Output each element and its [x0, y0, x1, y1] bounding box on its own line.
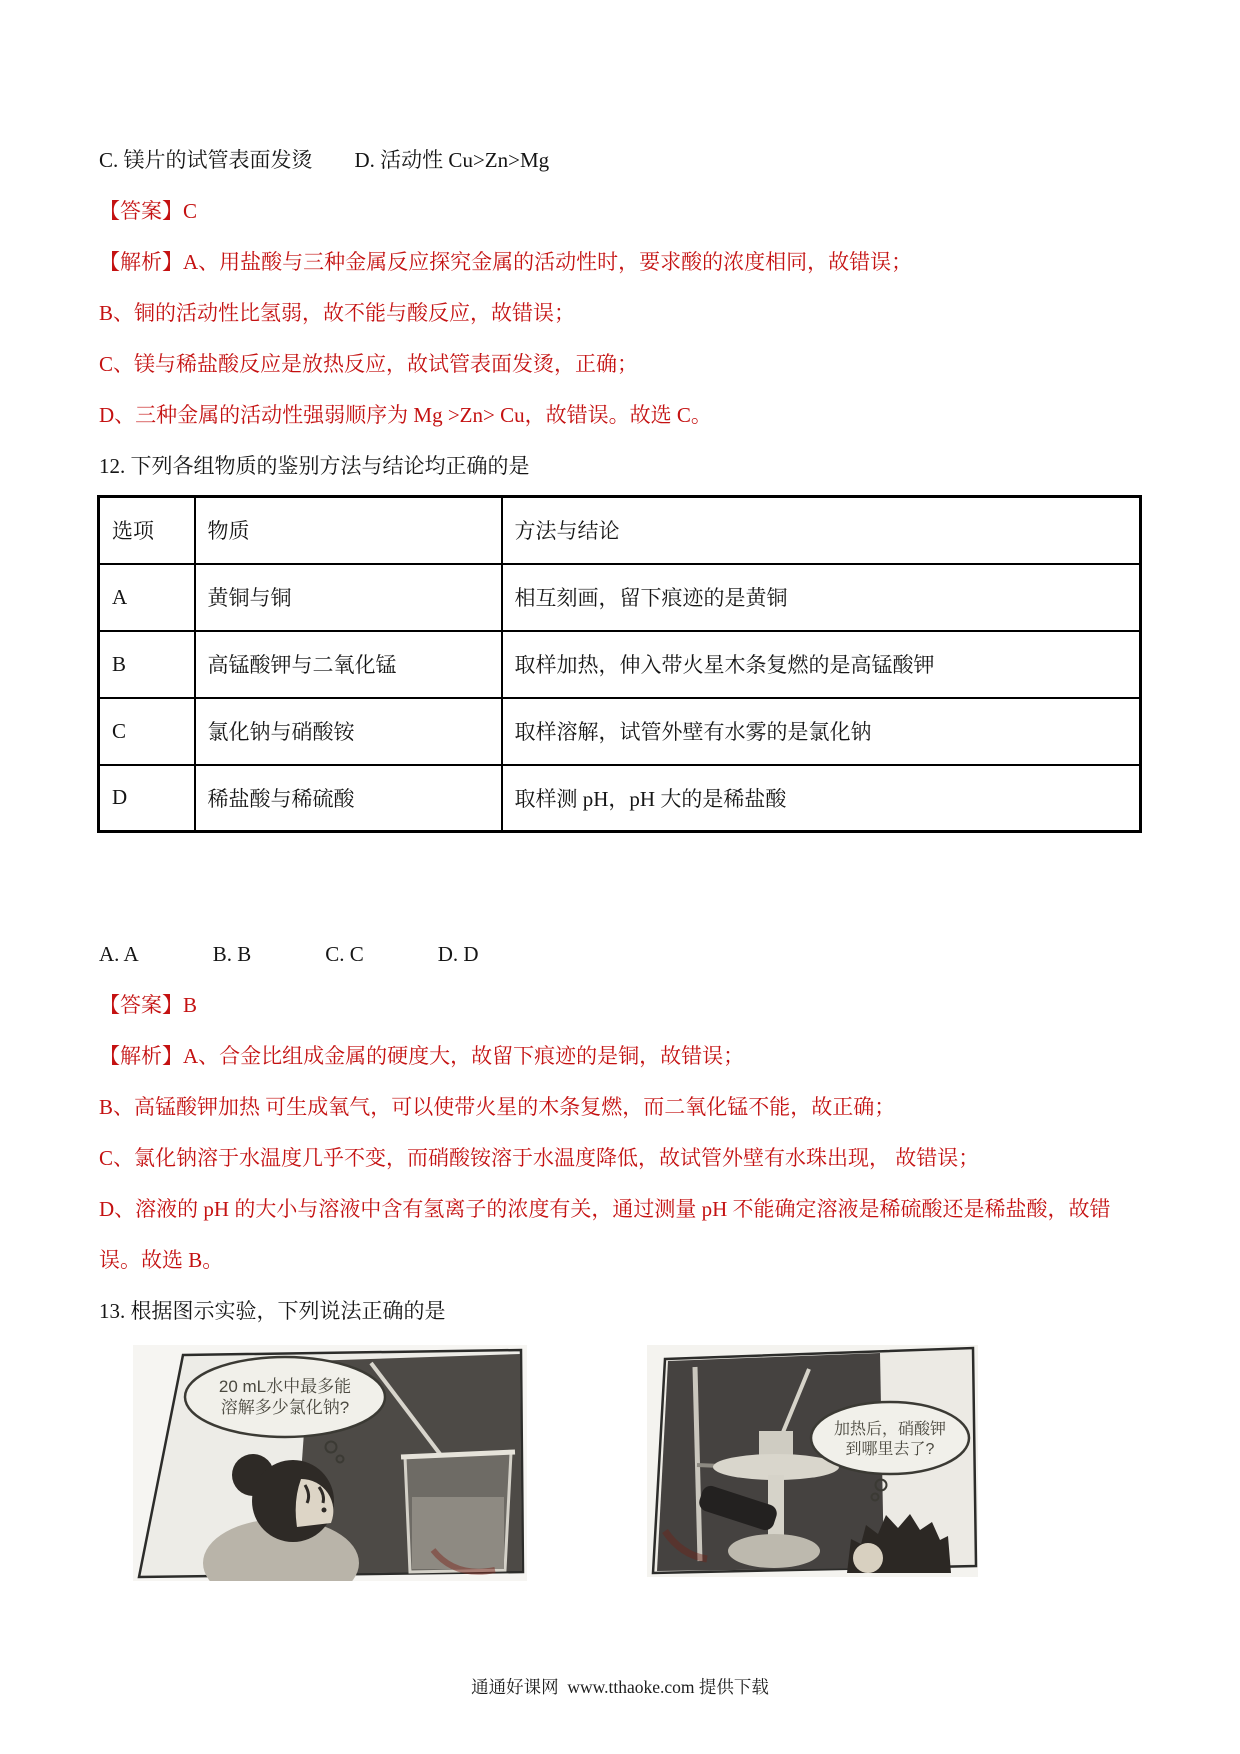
document-body [99, 0, 1142, 1581]
table-cell-substance: 稀盐酸与稀硫酸 [195, 765, 502, 832]
choice-a: A. A [99, 942, 139, 966]
q12-analysis-line-d: D、溶液的 pH 的大小与溶液中含有氢离子的浓度有关，通过测量 pH 不能确定溶液是稀硫酸还是稀盐酸，故错误。故选 B。 [99, 1197, 1111, 1272]
table-header-row [99, 497, 1141, 564]
q11-option-d: D. 活动性 Cu>Zn>Mg [354, 148, 550, 172]
thought-bubble [185, 1357, 385, 1437]
table-cell-substance: 高锰酸钾与二氧化锰 [195, 631, 502, 698]
thought-bubble-text-line2: 溶解多少氯化钠? [220, 1398, 350, 1417]
q12-analysis-line-b: B、高锰酸钾加热 可生成氧气，可以使带火星的木条复燃，而二氧化锰不能，故正确； [99, 1095, 896, 1119]
thought-bubble [811, 1402, 969, 1474]
q11-analysis-line-c: C、镁与稀盐酸反应是放热反应，故试管表面发烫，正确； [99, 352, 639, 376]
q11-answer-value: C [183, 199, 198, 223]
q13-figures [133, 1345, 1142, 1581]
q12-analysis-line-c: C、氯化钠溶于水温度几乎不变，而硝酸铵溶于水温度降低，故试管外壁有水珠出现， 故错误； [99, 1146, 980, 1170]
table-cell-method: 取样溶解，试管外壁有水雾的是氯化钠 [502, 698, 1141, 765]
table-row [99, 698, 1141, 765]
q11-analysis-line-a: 【解析】A、用盐酸与三种金属反应探究金属的活动性时，要求酸的浓度相同，故错误； [99, 250, 913, 274]
q12-answer-value: B [183, 993, 198, 1017]
girl-eye [322, 1508, 327, 1513]
choice-d: D. D [437, 942, 479, 966]
q11-analysis-line-d: D、三种金属的活动性强弱顺序为 Mg >Zn> Cu，故错误。故选 C。 [99, 403, 712, 427]
table-row [99, 631, 1141, 698]
thought-bubble-text-line2: 到哪里去了? [845, 1441, 935, 1458]
table-cell-method: 取样测 pH，pH 大的是稀盐酸 [502, 765, 1141, 832]
footer-site-text: 通通好课网 www.tthaoke.com 提供下载 [471, 1677, 769, 1697]
q11-options-line [99, 135, 1142, 186]
table-header-option: 选项 [99, 497, 195, 564]
dissolving-experiment-illustration [133, 1345, 527, 1581]
table-cell-option: A [99, 564, 195, 631]
table-cell-option: B [99, 631, 195, 698]
answer-label: 【答案】 [99, 199, 183, 223]
heating-experiment-illustration [647, 1345, 978, 1577]
table-cell-substance: 黄铜与铜 [195, 564, 502, 631]
q13-figure-dissolving-experiment [133, 1345, 527, 1581]
table-cell-method: 相互刻画，留下痕迹的是黄铜 [502, 564, 1141, 631]
q13-stem: 13. 根据图示实验，下列说法正确的是 [99, 1299, 446, 1323]
table-row [99, 765, 1141, 832]
table-cell-option: C [99, 698, 195, 765]
table-header-substance: 物质 [195, 497, 502, 564]
q12-analysis-line-a: 【解析】A、合金比组成金属的硬度大，故留下痕迹的是铜，故错误； [99, 1044, 745, 1068]
thought-bubble-text-line1: 加热后，硝酸钾 [833, 1421, 947, 1438]
thought-bubble-text-line1: 20 mL水中最多能 [218, 1377, 352, 1396]
table-cell-method: 取样加热，伸入带火星木条复燃的是高锰酸钾 [502, 631, 1141, 698]
table-header-method: 方法与结论 [502, 497, 1141, 564]
q12-options-table [97, 495, 1142, 833]
q11-answer-line [99, 186, 1142, 237]
table-row [99, 564, 1141, 631]
boy-face [853, 1543, 883, 1573]
q12-choices-line [99, 929, 1142, 980]
q13-figure-heating-experiment [647, 1345, 978, 1577]
q12-answer-line [99, 980, 1142, 1031]
answer-label: 【答案】 [99, 993, 183, 1017]
q11-option-c: C. 镁片的试管表面发烫 [99, 148, 313, 172]
q11-analysis-line-b: B、铜的活动性比氢弱，故不能与酸反应，故错误； [99, 301, 576, 325]
footer [0, 1674, 1240, 1699]
choice-b: B. B [212, 942, 252, 966]
choice-c: C. C [325, 942, 364, 966]
beaker-liquid [412, 1497, 504, 1569]
table-cell-option: D [99, 765, 195, 832]
q12-stem: 12. 下列各组物质的鉴别方法与结论均正确的是 [99, 454, 530, 478]
table-cell-substance: 氯化钠与硝酸铵 [195, 698, 502, 765]
stand-base [728, 1534, 820, 1568]
